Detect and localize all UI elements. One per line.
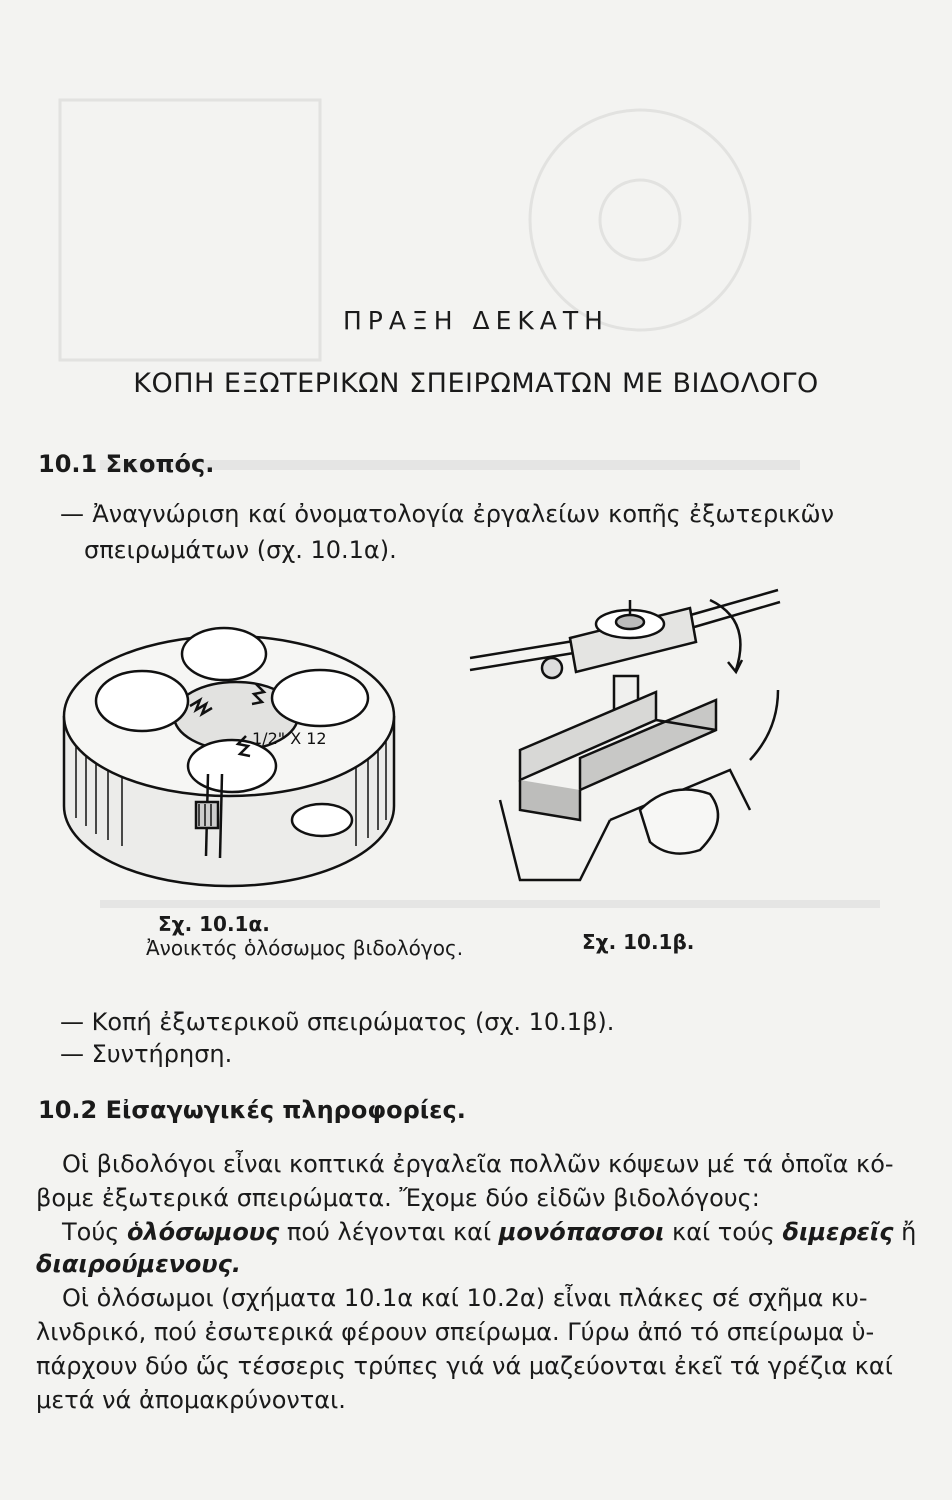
die-types-line2 — [36, 1250, 241, 1278]
solid-dies-paragraph-line1: Οἱ ὁλόσωμοι (σχήματα 10.1α καί 10.2α) εἶναι πλάκες σέ σχῆμα κυ- — [62, 1284, 868, 1312]
figure-solid-die-drawing — [56, 606, 420, 896]
term-split-dies: διαιρούμενους. — [36, 1250, 241, 1278]
page-title: ΚΟΠΗ ΕΞΩΤΕΡΙΚΩΝ ΣΠΕΙΡΩΜΑΤΩΝ ΜΕ ΒΙΔΟΛΟΓΟ — [133, 368, 819, 399]
section-heading-introduction: 10.2 Εἰσαγωγικές πληροφορίες. — [38, 1096, 466, 1124]
term-solid-dies: ὁλόσωμους — [126, 1218, 280, 1246]
die-types-text-e: καί τούς — [664, 1218, 783, 1246]
figure-a-label: Σχ. 10.1α. — [158, 912, 270, 936]
term-single-piece: μονόπασσοι — [498, 1218, 665, 1246]
solid-dies-paragraph-line4: μετά νά ἀπομακρύνονται. — [36, 1386, 346, 1414]
solid-dies-paragraph-line3: πάρχουν δύο ὥς τέσσερις τρύπες γιά νά μαζεύονται ἐκεῖ τά γρέζια καί — [36, 1352, 893, 1380]
solid-dies-paragraph-line2: λινδρικό, πού ἐσωτερικά φέρουν σπείρωμα. Γύρω ἀπό τό σπείρωμα ὑ- — [36, 1318, 875, 1346]
purpose-item-identification-line2: σπειρωμάτων (σχ. 10.1α). — [84, 536, 397, 564]
intro-paragraph-line2: βομε ἐξωτερικά σπειρώματα. Ἔχομε δύο εἰδῶν βιδολόγους: — [36, 1184, 760, 1212]
section-heading-purpose: 10.1 Σκοπός. — [38, 450, 215, 478]
die-types-text-g: ἤ — [893, 1218, 917, 1246]
purpose-item-thread-cutting: — Κοπή ἐξωτερικοῦ σπειρώματος (σχ. 10.1β). — [60, 1008, 615, 1036]
die-size-marking: 1/2" X 12 — [252, 729, 327, 748]
figure-a-caption: Ἀνοικτός ὁλόσωμος βιδολόγος. — [146, 936, 464, 960]
figure-b-label: Σχ. 10.1β. — [582, 930, 695, 954]
purpose-item-maintenance: — Συντήρηση. — [60, 1040, 233, 1068]
term-two-piece: διμερεῖς — [782, 1218, 894, 1246]
figure-die-stock-in-vice-drawing — [460, 580, 790, 890]
die-types-line — [62, 1218, 917, 1246]
intro-paragraph-line1: Οἱ βιδολόγοι εἶναι κοπτικά ἐργαλεῖα πολλῶν κόψεων μέ τά ὁποῖα κό- — [62, 1150, 894, 1178]
die-types-text-a: Τούς — [62, 1218, 127, 1246]
chapter-heading: ΠΡΑΞΗ ΔΕΚΑΤΗ — [343, 306, 609, 335]
purpose-item-identification-line1: — Ἀναγνώριση καί ὀνοματολογία ἐργαλείων κοπῆς ἐξωτερικῶν — [60, 500, 834, 528]
die-types-text-c: πού λέγονται καί — [279, 1218, 499, 1246]
